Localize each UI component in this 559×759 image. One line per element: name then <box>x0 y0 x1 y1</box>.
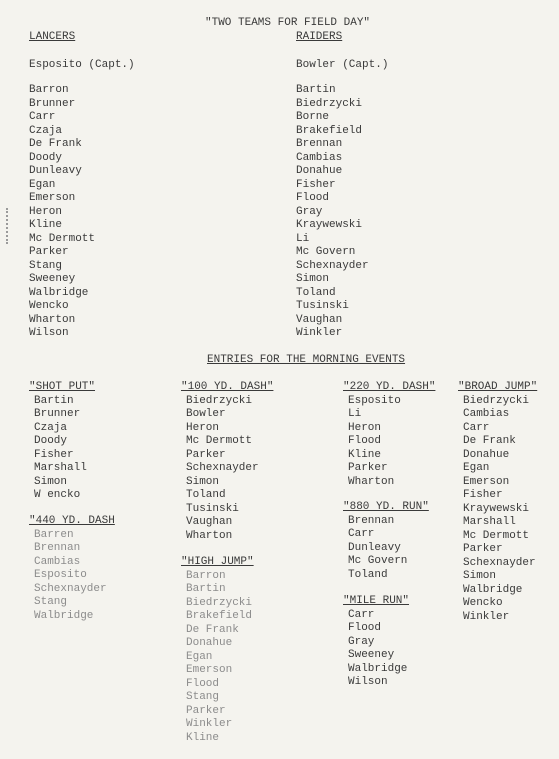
event-title: "MILE RUN" <box>343 595 410 607</box>
entry-name: Stang <box>34 596 68 608</box>
entry-name: Wencko <box>463 597 503 609</box>
entry-name: Bartin <box>34 394 74 407</box>
entry-name: Brakefield <box>186 610 253 622</box>
entry-name: Biedrzycki <box>463 394 530 407</box>
entry-name: Walbridge <box>348 662 408 675</box>
entry-name: Marshall <box>463 516 516 528</box>
roster-name: Emerson <box>29 192 76 204</box>
event-220-yd-dash <box>343 381 435 489</box>
roster-name: Cambias <box>296 151 343 164</box>
entry-name: Flood <box>348 435 382 447</box>
roster-name: Gray <box>296 205 323 218</box>
event-title: "BROAD JUMP" <box>458 381 538 393</box>
entry-name: Kraywewski <box>463 502 530 515</box>
event-broad-jump <box>458 381 537 624</box>
event-title: "SHOT PUT" <box>29 381 96 393</box>
entry-name: Barren <box>34 528 74 541</box>
entry-name: Vaughan <box>186 516 233 528</box>
roster-name: Winkler <box>296 327 343 339</box>
roster-name: Kline <box>29 219 63 231</box>
entry-name: Carr <box>348 528 375 540</box>
entry-name: Brunner <box>34 408 81 420</box>
document-title: "TWO TEAMS FOR FIELD DAY" <box>205 17 371 29</box>
roster-name: Sweeney <box>29 273 76 285</box>
roster-name: De Frank <box>29 138 82 150</box>
roster-name: Donahue <box>296 165 343 177</box>
entry-name: Parker <box>348 462 388 474</box>
roster-name: Brakefield <box>296 124 363 137</box>
entry-name: Cambias <box>463 408 510 420</box>
lancers-roster <box>29 84 95 341</box>
entry-name: Li <box>348 408 362 420</box>
entry-name: Parker <box>463 543 503 555</box>
event-440-yd-dash <box>29 515 115 623</box>
entry-name: Kline <box>348 448 382 461</box>
entry-name: Walbridge <box>34 609 94 622</box>
entry-name: Biedrzycki <box>186 596 253 609</box>
entry-name: Heron <box>348 421 382 434</box>
entry-name: Wilson <box>348 676 388 688</box>
roster-name: Tusinski <box>296 300 349 312</box>
entry-name: Doody <box>34 435 68 447</box>
entry-name: Fisher <box>34 448 74 461</box>
entry-name: Schexnayder <box>186 462 259 474</box>
entry-name: Mc Dermott <box>186 435 253 447</box>
entry-name: Esposito <box>348 394 401 407</box>
entry-name: Flood <box>348 622 382 634</box>
entry-name: Walbridge <box>463 583 523 596</box>
entry-name: Toland <box>186 489 226 501</box>
entry-name: Brennan <box>34 542 81 554</box>
entry-name: Emerson <box>186 664 233 676</box>
roster-name: Czaja <box>29 124 63 137</box>
entry-name: Parker <box>186 704 226 717</box>
entry-name: Egan <box>463 462 490 474</box>
entry-name: Bartin <box>186 583 226 595</box>
margin-pencil-mark <box>6 208 12 244</box>
entry-name: Simon <box>34 475 68 488</box>
roster-name: Walbridge <box>29 286 89 299</box>
entries-title: ENTRIES FOR THE MORNING EVENTS <box>207 354 406 366</box>
entry-name: Tusinski <box>186 502 239 515</box>
entry-name: Simon <box>463 570 497 582</box>
entry-name: Czaja <box>34 421 68 434</box>
entry-name: De Frank <box>186 623 239 636</box>
entry-name: Carr <box>348 608 375 621</box>
roster-name: Brunner <box>29 97 76 110</box>
entry-name: Bowler <box>186 408 226 420</box>
entry-name: De Frank <box>463 435 516 447</box>
entry-name: Mc Govern <box>348 555 408 567</box>
entry-name: Schexnayder <box>463 556 536 569</box>
entry-name: Parker <box>186 448 226 461</box>
roster-name: Borne <box>296 111 330 123</box>
lancers-captain: Esposito (Capt.) <box>29 59 135 71</box>
roster-name: Toland <box>296 286 336 299</box>
roster-name: Parker <box>29 246 69 258</box>
entry-name: Wharton <box>186 529 233 542</box>
event-title: "220 YD. DASH" <box>343 381 436 393</box>
roster-name: Wharton <box>29 313 76 326</box>
roster-name: Schexnayder <box>296 259 369 272</box>
event-title: "880 YD. RUN" <box>343 501 429 513</box>
entry-name: Toland <box>348 568 388 581</box>
entry-name: Winkler <box>463 610 510 623</box>
raiders-header: RAIDERS <box>296 31 343 43</box>
roster-name: Wilson <box>29 327 69 339</box>
entry-name: W encko <box>34 489 81 501</box>
entry-name: Carr <box>463 421 490 434</box>
roster-name: Mc Dermott <box>29 232 96 245</box>
roster-name: Doody <box>29 151 63 164</box>
raiders-roster <box>296 84 369 341</box>
entry-name: Winkler <box>186 718 233 730</box>
entry-name: Marshall <box>34 462 87 474</box>
entry-name: Barron <box>186 569 226 582</box>
roster-name: Biedrzycki <box>296 97 363 110</box>
raiders-captain: Bowler (Capt.) <box>296 59 389 71</box>
roster-name: Brennan <box>296 138 343 150</box>
entry-name: Simon <box>186 475 220 488</box>
roster-name: Mc Govern <box>296 246 356 258</box>
roster-name: Heron <box>29 205 63 218</box>
entry-name: Donahue <box>463 448 510 461</box>
entry-name: Egan <box>186 650 213 663</box>
entry-name: Cambias <box>34 555 81 568</box>
entry-name: Flood <box>186 677 220 690</box>
entry-name: Schexnayder <box>34 582 107 595</box>
entry-name: Wharton <box>348 475 395 488</box>
roster-name: Li <box>296 232 310 245</box>
entry-name: Gray <box>348 635 375 648</box>
lancers-header: LANCERS <box>29 31 76 43</box>
roster-name: Wencko <box>29 300 69 312</box>
event-shot-put <box>29 381 95 503</box>
entry-name: Fisher <box>463 489 503 501</box>
roster-name: Stang <box>29 259 63 272</box>
roster-name: Simon <box>296 273 330 285</box>
roster-name: Egan <box>29 178 56 191</box>
entry-name: Brennan <box>348 514 395 527</box>
entry-name: Biedrzycki <box>186 394 253 407</box>
entry-name: Sweeney <box>348 649 395 661</box>
event-880-yd-run <box>343 501 429 582</box>
event-title: "HIGH JUMP" <box>181 556 254 568</box>
entry-name: Stang <box>186 691 220 703</box>
entry-name: Emerson <box>463 475 510 488</box>
roster-name: Fisher <box>296 178 336 191</box>
entry-name: Kline <box>186 731 220 744</box>
roster-name: Bartin <box>296 84 336 96</box>
entry-name: Donahue <box>186 637 233 649</box>
roster-name: Kraywewski <box>296 219 363 231</box>
roster-name: Dunleavy <box>29 165 82 177</box>
event-title: "440 YD. DASH <box>29 515 115 527</box>
roster-name: Carr <box>29 111 56 123</box>
event-100-yd-dash <box>181 381 273 543</box>
entry-name: Dunleavy <box>348 541 401 554</box>
roster-name: Barron <box>29 84 69 96</box>
entry-name: Mc Dermott <box>463 529 530 542</box>
roster-name: Flood <box>296 192 330 204</box>
event-mile-run <box>343 595 409 690</box>
entry-name: Esposito <box>34 569 87 581</box>
event-title: "100 YD. DASH" <box>181 381 274 393</box>
event-high-jump <box>181 556 254 745</box>
roster-name: Vaughan <box>296 313 343 326</box>
entry-name: Heron <box>186 421 220 434</box>
